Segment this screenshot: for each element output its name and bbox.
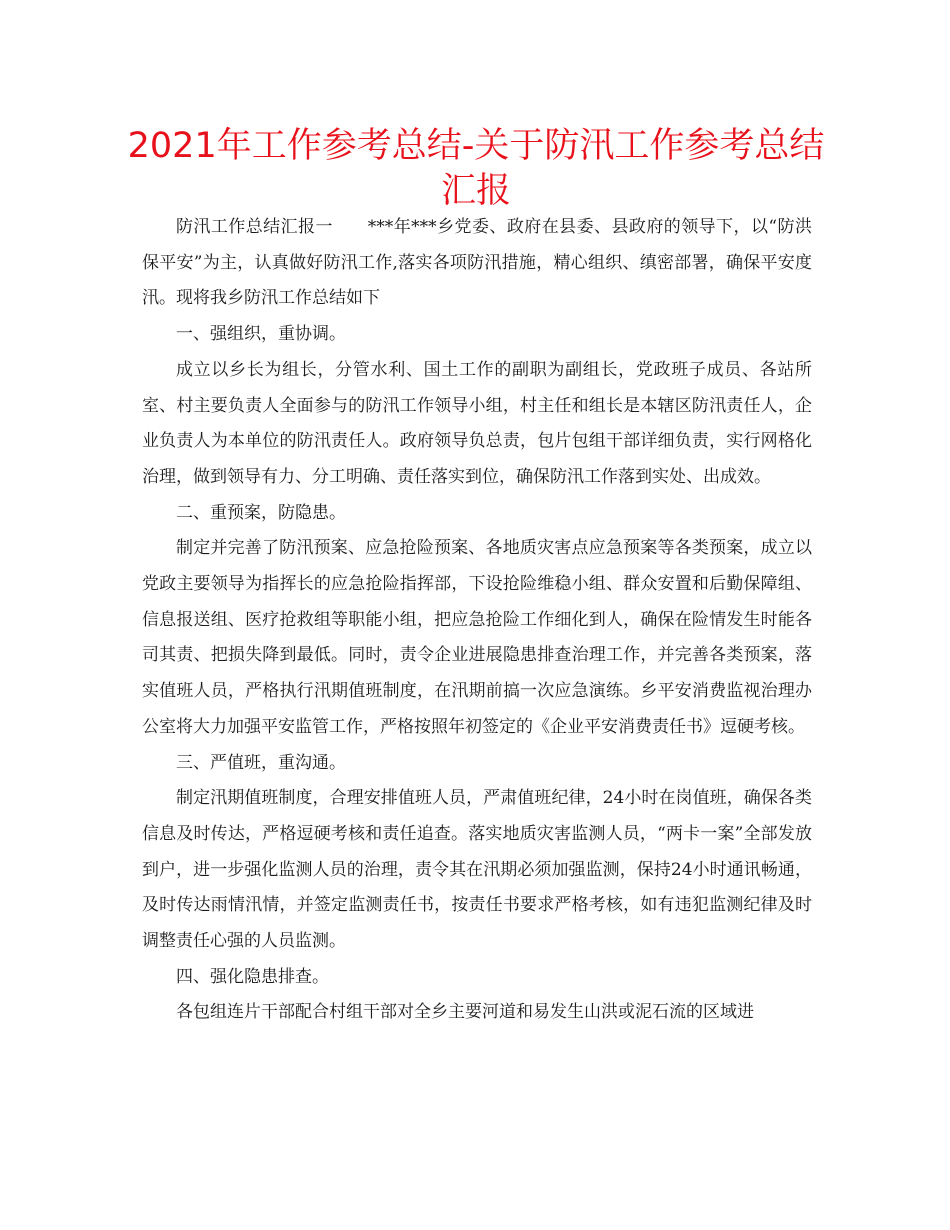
section-paragraph-1: 成立以乡长为组长，分管水利、国土工作的副职为副组长，党政班子成员、各站所室、村主要负责人全面参与的防汛工作领导小组，村主任和组长是本辖区防汛责任人，企业负责人为本单位的防汛责任人。政府领导负总责，包片包组干部详细负责，实行网格化治理，做到领导有力、分工明确、责任落实到位，确保防汛工作落到实处、出成效。 <box>142 359 812 487</box>
section-heading-2: 二、重预案，防隐患。 <box>176 502 346 523</box>
section-paragraph-4: 各包组连片干部配合村组干部对全乡主要河道和易发生山洪或泥石流的区域进 <box>176 1002 754 1023</box>
section-heading-3: 三、严值班，重沟通。 <box>176 752 346 773</box>
document-title: 2021年工作参考总结-关于防汛工作参考总结汇报 <box>127 126 825 211</box>
intro-paragraph: 防汛工作总结汇报一 ***年***乡党委、政府在县委、县政府的领导下，以“防洪保平安”为主，认真做好防汛工作,落实各项防汛措施，精心组织、缜密部署，确保平安度汛。现将我乡防汛工作总结如下 <box>142 217 812 309</box>
section-paragraph-3: 制定汛期值班制度，合理安排值班人员，严肃值班纪律，24小时在岗值班，确保各类信息及时传达，严格逗硬考核和责任追查。落实地质灾害监测人员，“两卡一案”全部发放到户，进一步强化监测人员的治理，责令其在汛期必须加强监测，保持24小时通讯畅通，及时传达雨情汛情，并签定监测责任书，按责任书要求严格考核，如有违犯监测纪律及时调整责任心强的人员监测。 <box>142 788 812 952</box>
document-body <box>142 210 812 1031</box>
section-heading-1: 一、强组织，重协调。 <box>176 324 346 345</box>
section-heading-4: 四、强化隐患排查。 <box>176 966 329 987</box>
section-paragraph-2: 制定并完善了防汛预案、应急抢险预案、各地质灾害点应急预案等各类预案，成立以党政主要领导为指挥长的应急抢险指挥部，下设抢险维稳小组、群众安置和后勤保障组、信息报送组、医疗抢救组等职能小组，把应急抢险工作细化到人，确保在险情发生时能各司其责、把损失降到最低。同时，责令企业进展隐患排查治理工作，并完善各类预案，落实值班人员，严格执行汛期值班制度，在汛期前搞一次应急演练。乡平安消费监视治理办公室将大力加强平安监管工作，严格按照年初签定的《企业平安消费责任书》逗硬考核。 <box>142 538 812 737</box>
